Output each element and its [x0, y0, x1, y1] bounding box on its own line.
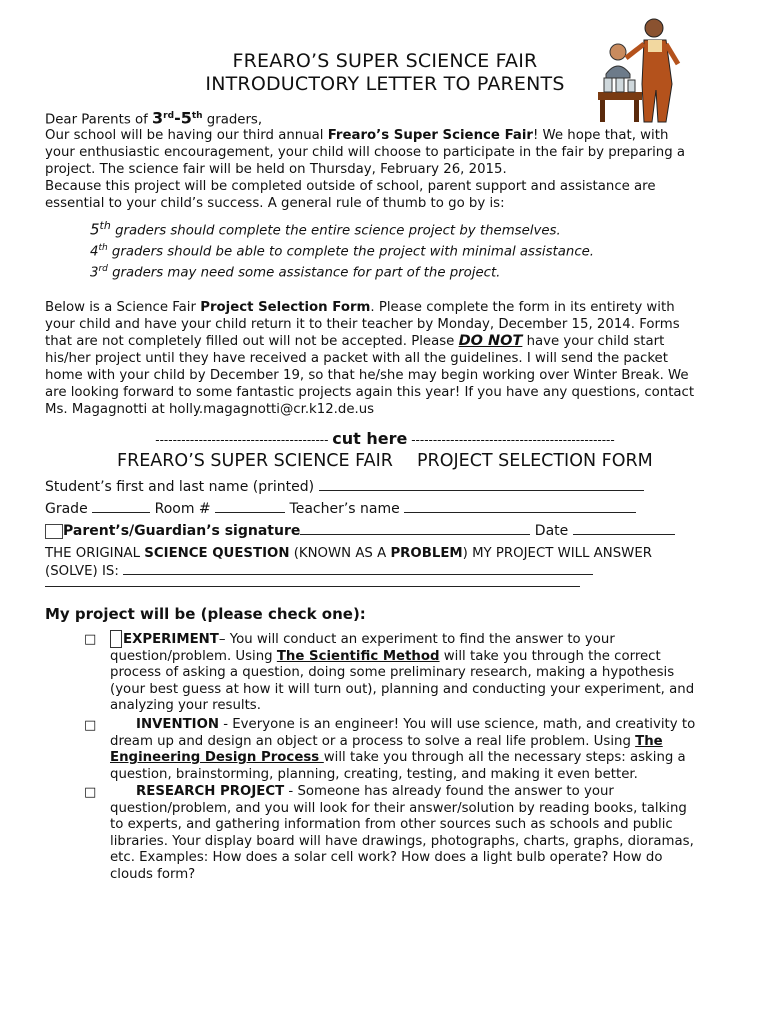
p3-text-b: . Please complete the form in its entirety with	[370, 300, 675, 315]
cut-dashes-left: ----------------------------------------	[155, 433, 329, 447]
cut-dashes-right: -----------------------------------------------	[411, 433, 615, 447]
invention-option	[110, 717, 730, 783]
rule-5th-text: graders should complete the entire science project by themselves.	[110, 223, 561, 239]
do-not-emphasis: DO NOT	[458, 333, 523, 349]
signature-row	[45, 522, 735, 540]
solve-is-label: (SOLVE) IS:	[45, 564, 124, 579]
greeting	[45, 108, 735, 128]
placeholder-glyph-icon	[110, 630, 122, 648]
experiment-text-a: – You will conduct an experiment to find the answer to your	[218, 632, 615, 647]
rule-4th-num: 4	[90, 244, 99, 260]
p1-text-a: Our school will be having our third annual	[45, 128, 328, 143]
scientific-method-link[interactable]: The Scientific Method	[276, 648, 440, 664]
greeting-prefix: Dear Parents of	[45, 112, 153, 128]
grade-from: 3	[152, 108, 164, 128]
research-line2: question/problem, and you will look for their answer/solution by reading books, talking	[110, 800, 687, 816]
p3-line3-a: that are not completely filled out will not be accepted. Please	[45, 334, 459, 349]
p2-line2: essential to your child’s success. A general rule of thumb to go by is:	[45, 196, 505, 211]
teacher-name-field[interactable]	[404, 500, 636, 513]
room-field[interactable]	[215, 500, 285, 513]
experiment-checkbox[interactable]: □	[84, 632, 97, 647]
research-checkbox[interactable]: □	[84, 785, 97, 800]
check-one-heading: My project will be (please check one):	[45, 605, 366, 623]
placeholder-glyph-icon	[45, 524, 63, 539]
experiment-option	[110, 630, 730, 715]
research-line6: clouds form?	[110, 866, 196, 882]
science-question-field[interactable]	[123, 562, 593, 575]
experiment-line2-b: will take you through the correct	[439, 648, 661, 664]
invention-line2-a: dream up and design an object or a process to solve a real life problem. Using	[110, 733, 636, 749]
p3-line5: home with your child by December 19, so that he/she may begin working over Winter Break. We	[45, 368, 689, 383]
experiment-line4: (your best guess at how it will turn out), planning and conducting your experiment, and	[110, 681, 695, 697]
teacher-label: Teacher’s name	[285, 501, 405, 517]
grade-to: 5	[180, 108, 192, 128]
signature-field[interactable]	[300, 522, 530, 535]
grade-from-sup: rd	[163, 111, 175, 121]
page-title-line2: INTRODUCTORY LETTER TO PARENTS	[205, 73, 565, 95]
rule-3rd-text: graders may need some assistance for part of the project.	[107, 265, 501, 281]
engineering-design-link-part1[interactable]: The	[635, 733, 663, 749]
experiment-label: EXPERIMENT	[123, 632, 219, 647]
science-question-field-line2[interactable]	[45, 586, 580, 587]
research-text-a: - Someone has already found the answer to your	[284, 784, 614, 799]
rule-4th	[90, 243, 594, 259]
rule-5th	[90, 219, 561, 238]
invention-line3-b: will take you through all the necessary steps: asking a	[323, 750, 686, 765]
p3-line2: your child and have your child return it to their teacher by Monday, December 15, 2014. Forms	[45, 317, 680, 332]
rule-5th-num: 5	[90, 220, 100, 239]
rule-4th-text: graders should be able to complete the project with minimal assistance.	[107, 244, 595, 260]
rule-5th-sup: th	[99, 219, 111, 232]
project-selection-form-name: Project Selection Form	[200, 300, 371, 315]
question-text-c: ) MY PROJECT WILL ANSWER	[462, 546, 652, 561]
rule-3rd	[90, 264, 500, 280]
invention-checkbox[interactable]: □	[84, 718, 97, 733]
p3-line4: his/her project until they have received a packet with all the guidelines. I will send the packet	[45, 351, 668, 366]
greeting-suffix: graders,	[202, 112, 263, 128]
form-title-left: FREARO’S SUPER SCIENCE FAIR	[117, 451, 393, 471]
intro-paragraph	[45, 127, 735, 212]
question-text-a: THE ORIGINAL	[45, 546, 145, 561]
student-name-field[interactable]	[319, 478, 644, 491]
invention-text-a: - Everyone is an engineer! You will use science, math, and creativity to	[219, 717, 696, 732]
research-line5: etc. Examples: How does a solar cell work? How does a light bulb operate? How do	[110, 850, 663, 865]
experiment-line2-a: question/problem. Using	[110, 648, 277, 664]
grade-dash: -	[174, 108, 181, 128]
p1-line3: project. The science fair will be held on Thursday, February 26, 2015.	[45, 162, 507, 177]
grade-label: Grade	[45, 501, 93, 517]
grade-to-sup: th	[191, 111, 203, 121]
rule-3rd-sup: rd	[98, 264, 108, 274]
p3-line3-b: have your child start	[522, 334, 665, 349]
student-name-row	[45, 478, 735, 496]
rule-4th-sup: th	[98, 243, 108, 253]
p1-text-b: ! We hope that, with	[532, 128, 669, 143]
selection-form-paragraph	[45, 299, 735, 418]
signature-label: Parent’s/Guardian’s signature	[63, 523, 301, 539]
problem-label: PROBLEM	[390, 546, 463, 561]
experiment-line3: process of asking a question, doing some preliminary research, making a hypothesis	[110, 665, 675, 680]
p2-line1: Because this project will be completed outside of school, parent support and assistance are	[45, 179, 656, 194]
question-text-b: (KNOWN AS A	[289, 546, 391, 561]
research-option	[110, 784, 730, 883]
grade-room-teacher-row	[45, 500, 735, 518]
date-field[interactable]	[573, 522, 675, 535]
cut-here-label: cut here	[332, 429, 408, 448]
research-label: RESEARCH PROJECT	[136, 784, 285, 799]
form-title-right: PROJECT SELECTION FORM	[417, 451, 653, 471]
invention-line4: question, brainstorming, planning, creating, testing, and making it even better.	[110, 766, 638, 782]
research-line3: to experts, and gathering information from other sources such as schools and public	[110, 817, 673, 832]
fair-name: Frearo’s Super Science Fair	[327, 128, 533, 143]
engineering-design-link-part2[interactable]: Engineering Design Process	[110, 750, 324, 765]
grade-field[interactable]	[92, 500, 150, 513]
invention-label: INVENTION	[136, 717, 220, 732]
experiment-line5: analyzing your results.	[110, 698, 261, 713]
science-question-label: SCIENCE QUESTION	[144, 546, 290, 561]
date-label: Date	[530, 523, 573, 539]
contact-email: Ms. Magagnotti at holly.magagnotti@cr.k12.de.us	[45, 402, 375, 417]
cut-line	[0, 429, 770, 448]
rule-3rd-num: 3	[90, 265, 99, 281]
research-line4: libraries. Your display board will have drawings, photographs, charts, graphs, dioramas,	[110, 833, 694, 849]
p3-line6: are looking forward to some fantastic projects again this year! If you have any questions, contact	[45, 385, 695, 400]
p1-line2: your enthusiastic encouragement, your child will choose to participate in the fair by preparing a	[45, 145, 686, 160]
page-title-line1: FREARO’S SUPER SCIENCE FAIR	[232, 50, 538, 72]
room-label: Room #	[150, 501, 216, 517]
student-name-label: Student’s first and last name (printed)	[45, 479, 319, 495]
p3-text-a: Below is a Science Fair	[45, 300, 201, 315]
science-question-block	[45, 545, 735, 580]
